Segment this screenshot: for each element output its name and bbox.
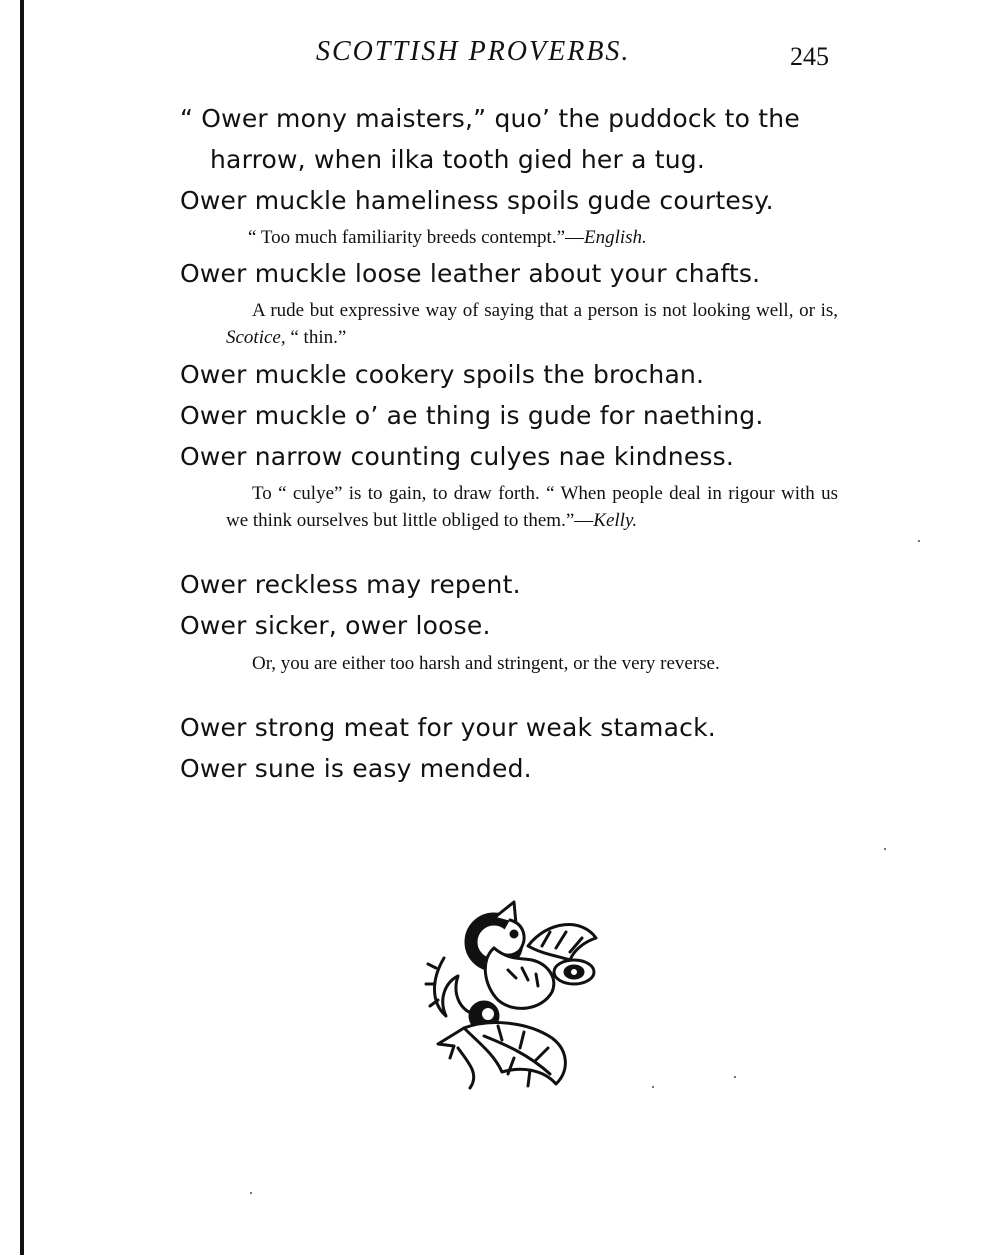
grotesque-creature-ornament-icon bbox=[424, 898, 604, 1090]
note-leather-italic: Scotice, bbox=[226, 327, 286, 348]
proverb-2: Ower muckle hameliness spoils gude courtesy. bbox=[180, 186, 774, 215]
note-familiarity bbox=[248, 224, 860, 251]
proverb-5: Ower muckle o’ ae thing is gude for naething. bbox=[180, 401, 764, 430]
proverb-7: Ower reckless may repent. bbox=[180, 570, 521, 599]
proverb-3: Ower muckle loose leather about your chafts. bbox=[180, 259, 761, 288]
scan-page-edge bbox=[20, 0, 24, 1255]
scan-speck bbox=[652, 1086, 654, 1088]
note-culye bbox=[226, 480, 838, 534]
proverb-4: Ower muckle cookery spoils the brochan. bbox=[180, 360, 705, 389]
scan-speck bbox=[918, 540, 920, 542]
scan-speck bbox=[734, 1076, 736, 1078]
proverb-1-line-2: harrow, when ilka tooth gied her a tug. bbox=[210, 145, 706, 174]
proverb-1-line-1: “ Ower mony maisters,” quo’ the puddock to the bbox=[180, 104, 800, 133]
note-sicker: Or, you are either too harsh and stringent, or the very reverse. bbox=[252, 653, 720, 674]
proverb-6: Ower narrow counting culyes nae kindness. bbox=[180, 442, 735, 471]
running-header bbox=[0, 36, 1000, 76]
note-familiarity-source: English. bbox=[584, 227, 647, 248]
scan-speck bbox=[884, 848, 886, 850]
note-culye-source: Kelly. bbox=[593, 510, 638, 531]
running-title: SCOTTISH PROVERBS. bbox=[316, 36, 631, 67]
note-familiarity-text: “ Too much familiarity breeds contempt.”— bbox=[248, 227, 584, 248]
note-leather-text: A rude but expressive way of saying that a person is not looking well, or is, bbox=[252, 300, 838, 321]
scan-speck bbox=[250, 1192, 252, 1194]
note-leather bbox=[226, 297, 838, 351]
page-number: 245 bbox=[790, 42, 829, 71]
proverb-9: Ower strong meat for your weak stamack. bbox=[180, 713, 716, 742]
note-culye-text: To “ culye” is to gain, to draw forth. “ When people deal in rigour with us we think ourselves but little obliged to them.”— bbox=[226, 483, 838, 531]
note-leather-end: “ thin.” bbox=[285, 327, 347, 348]
proverb-1 bbox=[180, 98, 840, 180]
proverb-8: Ower sicker, ower loose. bbox=[180, 611, 491, 640]
proverb-10: Ower sune is easy mended. bbox=[180, 754, 532, 783]
